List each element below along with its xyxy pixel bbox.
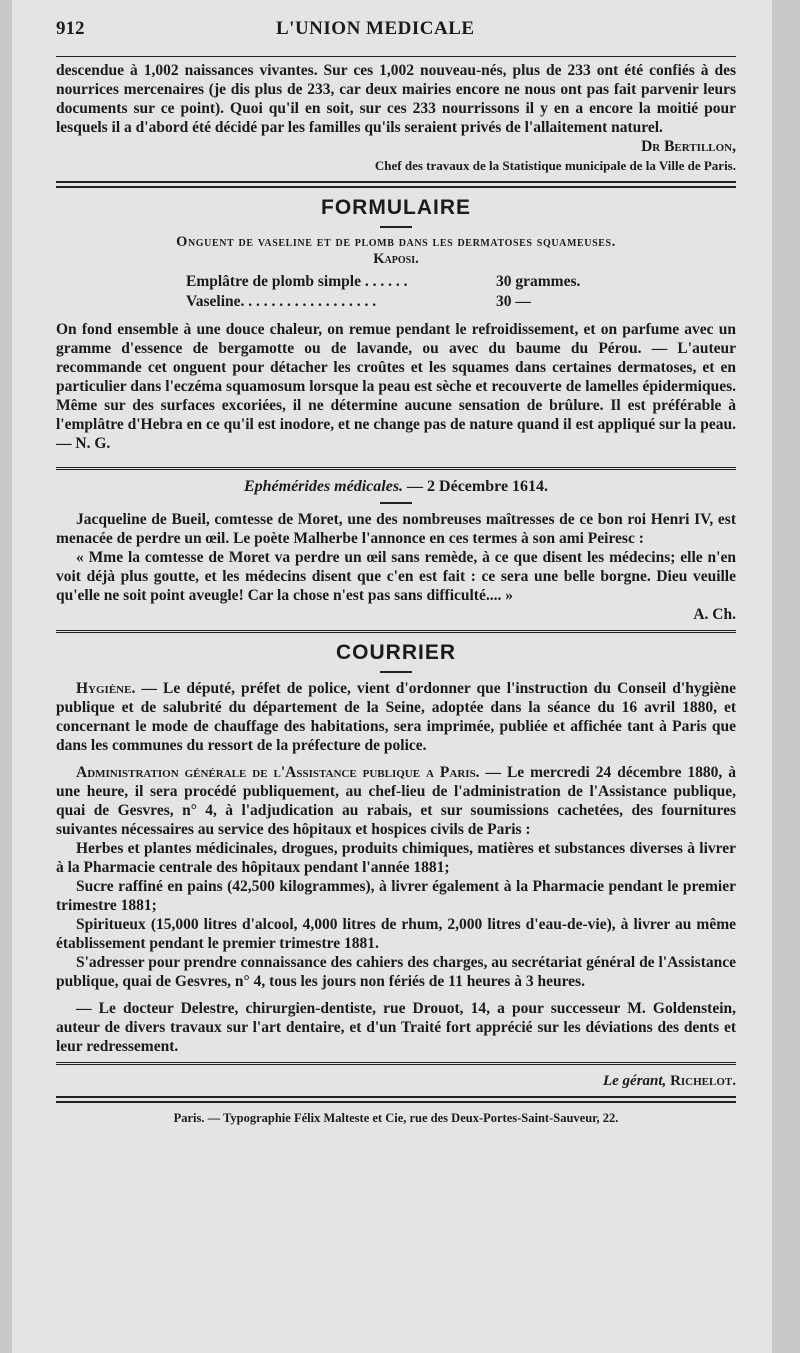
recipe-amount: 30 grammes. — [496, 273, 581, 290]
ephemerides-date: — 2 Décembre 1614. — [407, 478, 549, 495]
gerant-line — [56, 1073, 736, 1090]
delestre-paragraph: — Le docteur Delestre, chirurgien-dentiste, rue Drouot, 14, a pour successeur M. Goldenstein, auteur de divers travaux sur l'art dentaire, et d'un Traité fort apprécié sur les déviations des dents et leur redressement. — [56, 1000, 736, 1055]
journal-title: L'UNION MEDICALE — [276, 18, 475, 39]
ephemerides-quote: « Mme la comtesse de Moret va perdre un œil sans remède, à ce que disent les médecins; elle n'en voit déjà plus goutte, et les médecins disent que c'en est fait : ce sera une belle borgne. Dieu veuille qu'elle ne soit point aveugle! Car la chose n'est pas sans difficulté.... » — [56, 549, 736, 604]
footer-rule — [56, 1096, 736, 1103]
page-header — [56, 18, 736, 52]
title-rule — [380, 671, 412, 673]
recipe-ingredient: Vaseline. . . . . . . . . . . . . . . . . . — [186, 293, 377, 310]
courrier-title: COURRIER — [335, 641, 456, 664]
recipe-ingredient: Emplâtre de plomb simple . . . . . . — [186, 273, 408, 290]
title-rule — [380, 502, 412, 504]
supply-item: Herbes et plantes médicinales, drogues, produits chimiques, matières et substances diverses à livrer à la Pharmacie centrale des hôpitaux pendant l'année 1881; — [56, 840, 736, 876]
title-rule — [380, 226, 412, 228]
recipe-row — [186, 272, 736, 292]
signature-name: Dr Bertillon, — [641, 138, 736, 155]
supply-item: Spiritueux (15,000 litres d'alcool, 4,000 litres de rhum, 2,000 litres d'eau-de-vie), à livrer au même établissement pendant le premier trimestre 1881. — [56, 916, 736, 952]
page-number: 912 — [56, 18, 85, 39]
supply-item: Sucre raffiné en pains (42,500 kilogrammes), à livrer également à la Pharmacie pendant le premier trimestre 1881; — [56, 878, 736, 914]
ephemerides-paragraph: Jacqueline de Bueil, comtesse de Moret, une des nombreuses maîtresses de ce bon roi Henri IV, est menacée de perdre un œil. Le poète Malherbe l'annonce en ces termes à son ami Peiresc : — [56, 511, 736, 547]
signature-title: Chef des travaux de la Statistique municipale de la Ville de Paris. — [374, 158, 736, 173]
formulaire-paragraph: On fond ensemble à une douce chaleur, on remue pendant le refroidissement, et on parfume avec un gramme d'essence de bergamotte ou de lavande, ou avec du baume du Pérou. — L'auteur recommande cet onguent pour détacher les croûtes et les squames dans certaines dermatoses, et en particulier dans l'eczéma squamosum lorsque la peau est sèche et recouverte de lamelles épidermiques. Même sur des surfaces excoriées, il ne détermine aucune sensation de brûlure. Il est préférable à l'emplâtre d'Hebra en ce qu'il est inodore, et ne change pas de nature quand il est appliqué sur la peau. — N. G. — [56, 321, 736, 452]
ephemerides-heading: Ephémérides médicales. — [243, 478, 404, 495]
contact-paragraph: S'adresser pour prendre connaissance des cahiers des charges, au secrétariat général de l'Assistance publique, quai de Gesvres, n° 4, tous les jours non fériés de 11 heures à 3 heures. — [56, 954, 736, 990]
recipe-amount: 30 — — [496, 293, 531, 310]
recipe-row — [186, 292, 736, 312]
formulaire-author: Kaposi. — [373, 251, 419, 267]
formulaire-subtitle: Onguent de vaseline et de plomb dans les dermatoses squameuses. — [176, 234, 616, 250]
section-divider — [56, 181, 736, 188]
ephemerides-title — [56, 478, 736, 496]
gerant-name: Richelot. — [670, 1073, 736, 1089]
assistance-paragraph: Administration générale de l'Assistance publique a Paris. — Le mercredi 24 décembre 1880, à une heure, il sera procédé publiquement, au chef-lieu de l'administration de l'Assistance publique, quai de Gesvres, n° 4, à l'adjudication au rabais, et sur soumissions cachetées, des fournitures suivantes nécessaires au service des hôpitaux et hospices civils de Paris : — [56, 764, 736, 838]
imprint-line: Paris. — Typographie Félix Malteste et Cie, rue des Deux-Portes-Saint-Sauveur, 22. — [173, 1111, 619, 1125]
hygiene-paragraph: Hygiène. — Le député, préfet de police, vient d'ordonner que l'instruction du Conseil d'hygiène publique et de salubrité du département de la Seine, adoptée dans la séance du 16 avril 1880, et concernant le mode de chauffage des habitations, sera imprimée, publiée et affichée tant à Paris que dans les communes du ressort de la préfecture de police. — [56, 680, 737, 754]
recipe-list — [186, 272, 736, 312]
section-divider — [56, 630, 736, 633]
journal-page — [12, 0, 772, 1353]
header-rule — [56, 56, 736, 57]
footer-rule — [56, 1062, 736, 1065]
section-divider — [56, 467, 736, 470]
ephemerides-signature: A. Ch. — [693, 606, 736, 623]
gerant-label: Le gérant, — [602, 1073, 667, 1089]
intro-paragraph: descendue à 1,002 naissances vivantes. Sur ces 1,002 nouveau-nés, plus de 233 ont été confiés à des nourrices mercenaires (je dis plus de 233, car deux mairies encore ne nous ont pas fait parvenir leurs documents sur ce point). Quoi qu'il en soit, sur ces 233 nourrissons il y en a encore la moitié pour lesquels il a d'abord été décidé par les familles qu'ils seraient privés de l'allaitement naturel. — [56, 62, 736, 136]
formulaire-title: FORMULAIRE — [321, 196, 471, 219]
